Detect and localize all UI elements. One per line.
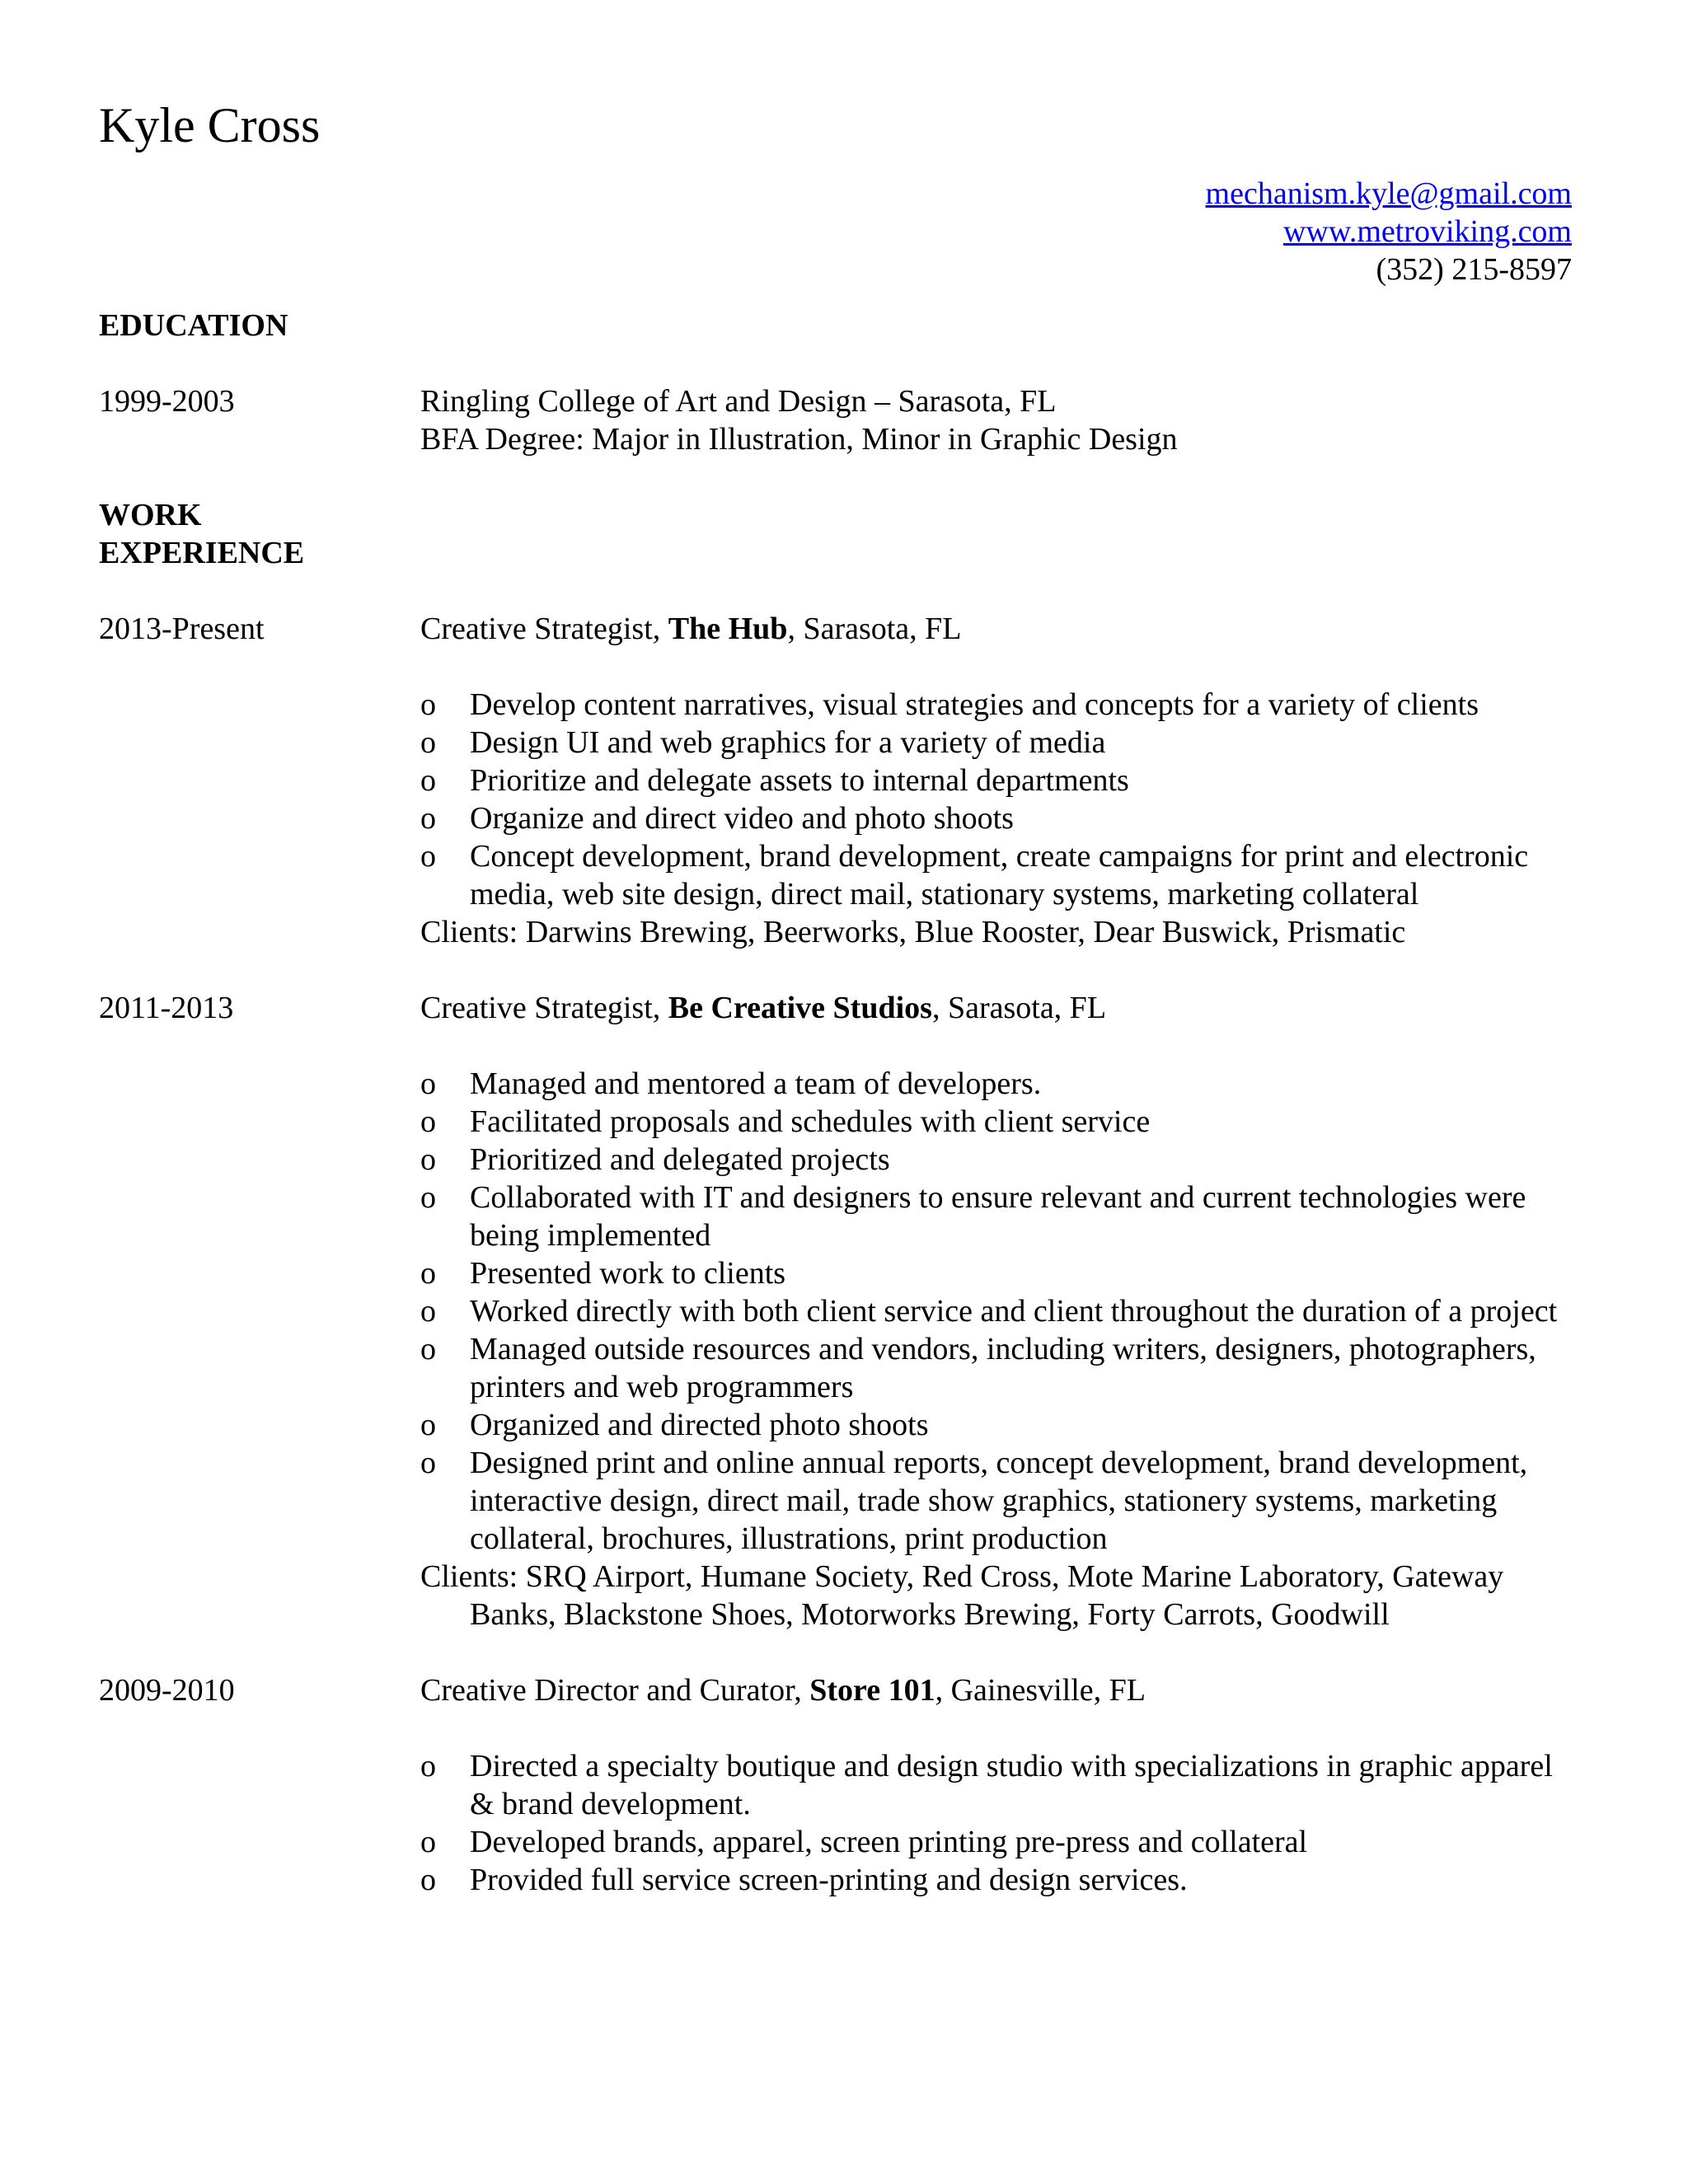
education-details [420, 382, 1574, 458]
job-date: 2009-2010 [99, 1673, 235, 1708]
job-bullet: o Developed brands, apparel, screen printing pre-press and collateral [420, 1823, 1574, 1861]
job-title-line [420, 610, 1574, 648]
work-heading [99, 496, 346, 572]
website-link[interactable]: www.metroviking.com [1282, 214, 1572, 249]
job-bullet: o Directed a specialty boutique and design studio with specializations in graphic apparel & brand development. [420, 1747, 1574, 1823]
job-bullet: o Concept development, brand development, create campaigns for print and electronic media, web site design, direct mail, stationary systems, marketing collateral [420, 837, 1574, 913]
job-bullet: o Prioritize and delegate assets to internal departments [420, 762, 1574, 799]
resume-content [99, 307, 1574, 1937]
job-date: 2011-2013 [99, 991, 234, 1025]
job-bullet: o Designed print and online annual reports, concept development, brand development, interactive design, direct mail, trade show graphics, stationery systems, marketing collateral, brochures, illustrations, print production [420, 1444, 1574, 1558]
job-bullet: o Design UI and web graphics for a variety of media [420, 724, 1574, 762]
work-heading-line1: WORK [99, 498, 202, 532]
job-entry [99, 610, 1574, 951]
work-heading-line2: EXPERIENCE [99, 536, 305, 570]
job-date: 2013-Present [99, 612, 265, 646]
education-entry [99, 382, 1574, 458]
job-company: Be Creative Studios [668, 991, 932, 1025]
job-company: Store 101 [809, 1673, 935, 1708]
job-bullet-list [420, 1747, 1574, 1899]
job-bullet: o Prioritized and delegated projects [420, 1141, 1574, 1179]
job-title: Creative Strategist, [420, 612, 668, 646]
job-title: Creative Director and Curator, [420, 1673, 810, 1708]
job-location: , Sarasota, FL [931, 991, 1107, 1025]
job-entry [99, 989, 1574, 1633]
job-location: , Gainesville, FL [935, 1673, 1146, 1708]
job-bullet: o Facilitated proposals and schedules with client service [420, 1103, 1574, 1141]
job-clients: Clients: SRQ Airport, Humane Society, Red Cross, Mote Marine Laboratory, Gateway Banks, Blackstone Shoes, Motorworks Brewing, Forty Carrots, Goodwill [420, 1559, 1504, 1632]
email-link[interactable]: mechanism.kyle@gmail.com [1205, 176, 1572, 211]
job-bullet: o Collaborated with IT and designers to ensure relevant and current technologies were being implemented [420, 1179, 1574, 1254]
job-title-line [420, 989, 1574, 1027]
job-bullet: o Worked directly with both client service and client throughout the duration of a project [420, 1292, 1574, 1330]
job-bullet-list [420, 1065, 1574, 1558]
job-bullet: o Organize and direct video and photo shoots [420, 799, 1574, 837]
job-clients: Clients: Darwins Brewing, Beerworks, Blue Rooster, Dear Buswick, Prismatic [420, 915, 1406, 949]
phone-number: (352) 215-8597 [1376, 252, 1572, 287]
job-bullet: o Organized and directed photo shoots [420, 1406, 1574, 1444]
work-experience-list [99, 610, 1574, 1899]
education-heading: EDUCATION [99, 308, 288, 343]
candidate-name: Kyle Cross [99, 98, 321, 152]
education-degree: BFA Degree: Major in Illustration, Minor in Graphic Design [420, 422, 1178, 457]
job-details [420, 989, 1574, 1633]
contact-block [1206, 175, 1572, 288]
job-bullet: o Managed outside resources and vendors, including writers, designers, photographers, printers and web programmers [420, 1330, 1574, 1406]
education-school: Ringling College of Art and Design – Sarasota, FL [420, 384, 1057, 419]
job-bullet: o Provided full service screen-printing and design services. [420, 1861, 1574, 1899]
job-title: Creative Strategist, [420, 991, 668, 1025]
job-location: , Sarasota, FL [787, 612, 962, 646]
job-details [420, 610, 1574, 951]
job-company: The Hub [668, 612, 788, 646]
job-entry [99, 1671, 1574, 1899]
job-bullet-list [420, 686, 1574, 913]
job-bullet: o Presented work to clients [420, 1254, 1574, 1292]
job-details [420, 1671, 1574, 1899]
job-title-line [420, 1671, 1574, 1709]
education-date: 1999-2003 [99, 384, 235, 419]
job-bullet: o Develop content narratives, visual strategies and concepts for a variety of clients [420, 686, 1574, 724]
job-bullet: o Managed and mentored a team of developers. [420, 1065, 1574, 1103]
